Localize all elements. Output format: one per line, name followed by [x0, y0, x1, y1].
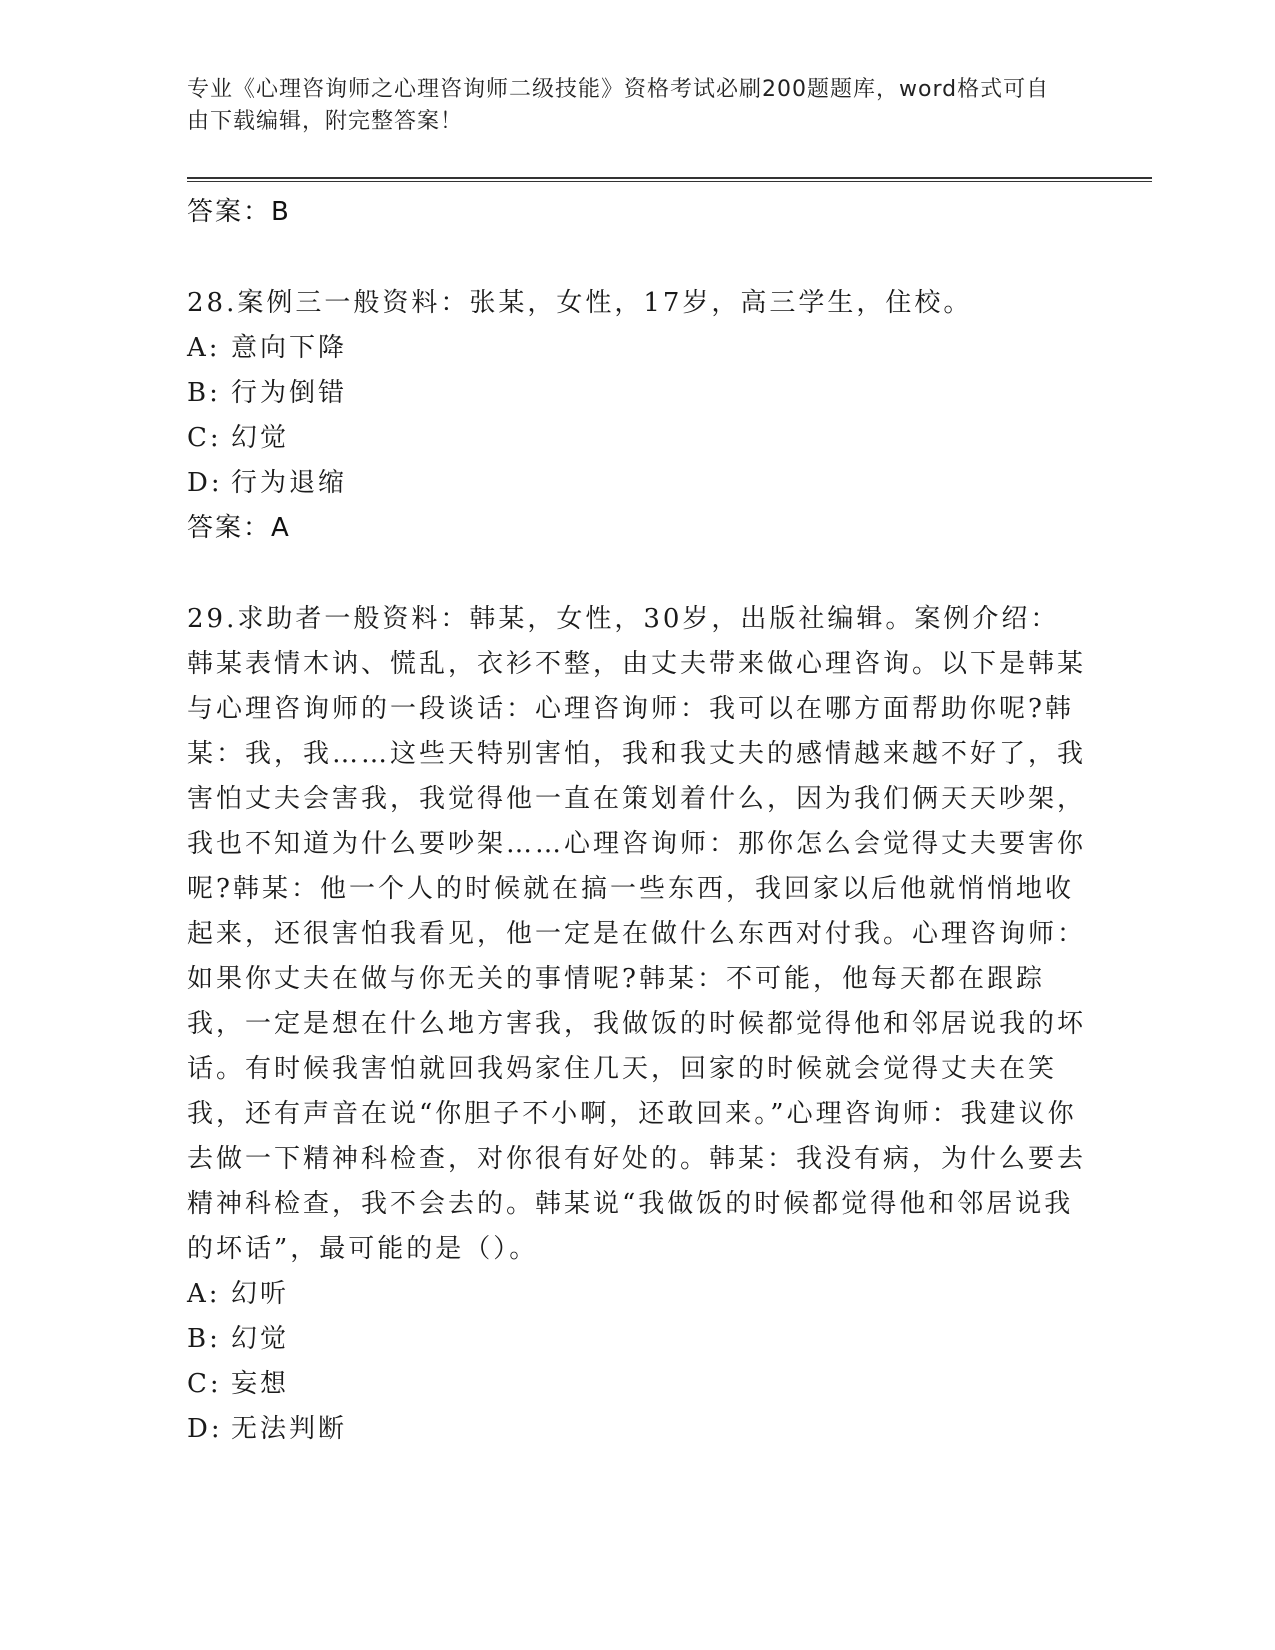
option-label: 行为倒错	[231, 378, 348, 408]
option-a	[187, 1272, 1087, 1317]
option-label: 意向下降	[231, 333, 348, 363]
spacer	[187, 234, 1087, 281]
question-answer: 答案：A	[187, 513, 291, 543]
option-label: 无法判断	[231, 1414, 348, 1444]
question-text: 29.求助者一般资料：韩某，女性，30岁，出版社编辑。案例介绍：韩某表情木讷、慌乱，衣衫不整，由丈夫带来做心理咨询。以下是韩某与心理咨询师的一段谈话：心理咨询师：我可以在哪方面帮助你呢?韩某：我，我……这些天特别害怕，我和我丈夫的感情越来越不好了，我害怕丈夫会害我，我觉得他一直在策划着什么，因为我们俩天天吵架，我也不知道为什么要吵架……心理咨询师：那你怎么会觉得丈夫要害你呢?韩某：他一个人的时候就在搞一些东西，我回家以后他就悄悄地收起来，还很害怕我看见，他一定是在做什么东西对付我。心理咨询师：如果你丈夫在做与你无关的事情呢?韩某：不可能，他每天都在跟踪我，一定是想在什么地方害我，我做饭的时候都觉得他和邻居说我的坏话。有时候我害怕就回我妈家住几天，回家的时候就会觉得丈夫在笑我，还有声音在说“你胆子不小啊，还敢回来。”心理咨询师：我建议你去做一下精神科检查，对你很有好处的。韩某：我没有病，为什么要去精神科检查，我不会去的。韩某说“我做饭的时候都觉得他和邻居说我的坏话”，最可能的是（）。	[187, 604, 1087, 1264]
option-label: 妄想	[231, 1369, 290, 1399]
document-content	[187, 190, 1087, 1452]
option-d	[187, 461, 1087, 506]
question-text: 28.案例三一般资料：张某，女性，17岁，高三学生，住校。	[187, 288, 973, 318]
option-b	[187, 371, 1087, 416]
option-key: C:	[187, 423, 222, 453]
option-key: A:	[187, 333, 221, 363]
option-c	[187, 1362, 1087, 1407]
option-key: A:	[187, 1279, 221, 1309]
question-28	[187, 281, 1087, 550]
option-a	[187, 326, 1087, 371]
option-label: 幻听	[231, 1279, 290, 1309]
document-header-title: 专业《心理咨询师之心理咨询师二级技能》资格考试必刷200题题库，word格式可自由下载编辑，附完整答案！	[187, 77, 1050, 134]
option-key: C:	[187, 1369, 222, 1399]
spacer	[187, 550, 1087, 597]
header-divider	[187, 177, 1152, 182]
question-29	[187, 597, 1087, 1452]
option-label: 幻觉	[231, 423, 290, 453]
option-key: B:	[187, 1324, 221, 1354]
option-b	[187, 1317, 1087, 1362]
option-key: D:	[187, 468, 223, 498]
option-key: B:	[187, 378, 221, 408]
option-key: D:	[187, 1414, 223, 1444]
option-d	[187, 1407, 1087, 1452]
previous-question-answer: 答案：B	[187, 197, 291, 227]
option-label: 行为退缩	[231, 468, 348, 498]
option-label: 幻觉	[231, 1324, 290, 1354]
option-c	[187, 416, 1087, 461]
